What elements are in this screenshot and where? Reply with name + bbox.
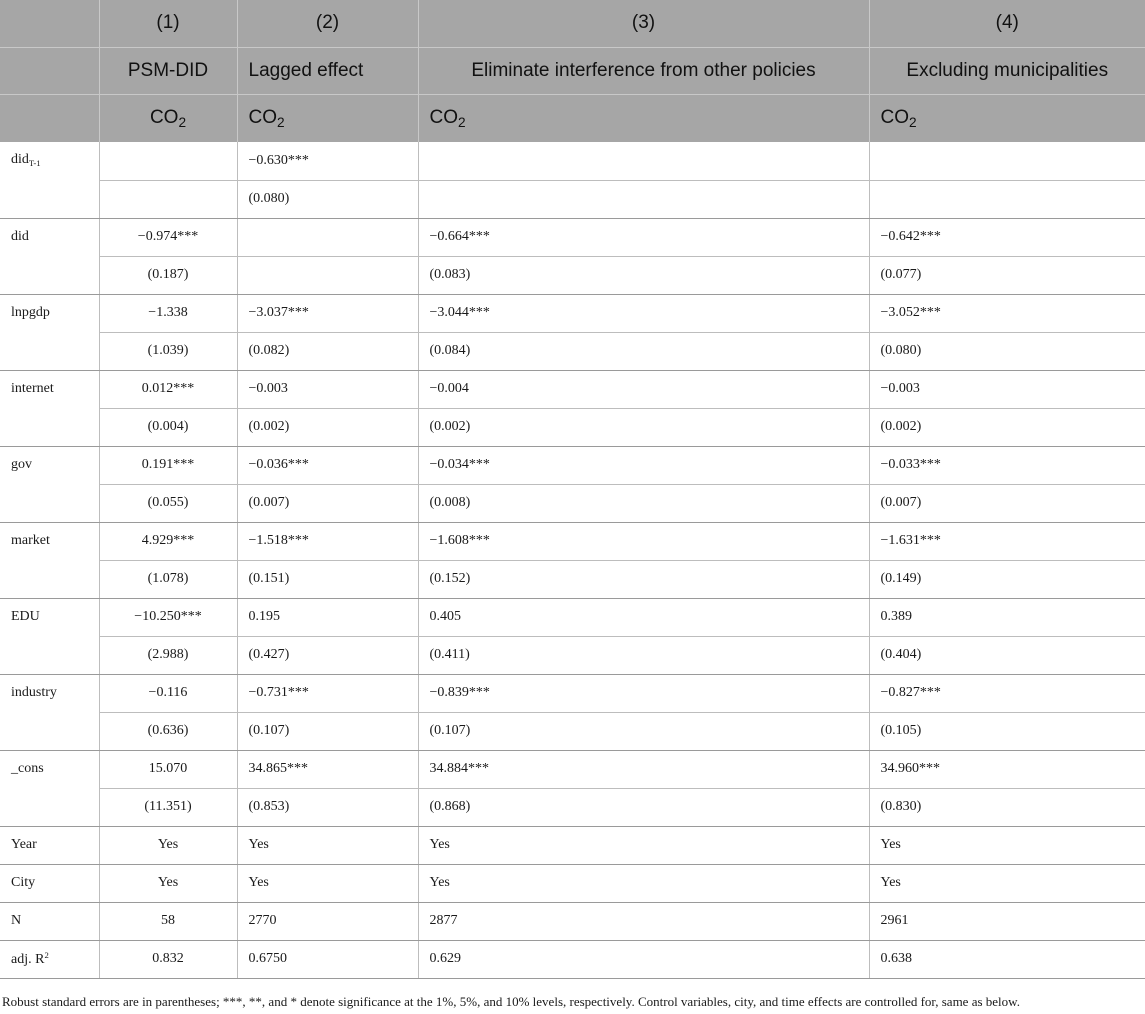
variable-label: _cons (11, 760, 44, 776)
statistic-row (0, 940, 1145, 978)
variable-name (0, 522, 99, 598)
variable-name (0, 446, 99, 522)
statistic-cell: 0.629 (418, 940, 869, 978)
coefficient-row (0, 370, 1145, 408)
coefficient-cell: −1.338 (99, 294, 237, 332)
column-number-3: (3) (418, 0, 869, 47)
variable-name (0, 142, 99, 218)
standard-error-cell: (0.080) (869, 332, 1145, 370)
column-title-3: Eliminate interference from other policies (418, 47, 869, 94)
variable-label: internet (11, 380, 54, 396)
coefficient-cell: −1.518*** (237, 522, 418, 560)
statistic-cell: 2877 (418, 902, 869, 940)
standard-error-cell: (0.002) (869, 408, 1145, 446)
table-footnote: Robust standard errors are in parentheses; ***, **, and * denote significance at the 1%, 5%, and 10% levels, respectively. Control variables, city, and time effects are controlled for, same as below. (2, 994, 1020, 1009)
statistic-cell: 0.832 (99, 940, 237, 978)
statistic-label: Year (11, 837, 37, 852)
statistic-cell: Yes (99, 864, 237, 902)
coefficient-cell: 0.389 (869, 598, 1145, 636)
variable-label: EDU (11, 608, 40, 624)
standard-error-cell: (0.002) (418, 408, 869, 446)
column-title-1: PSM-DID (99, 47, 237, 94)
coefficient-cell: −0.003 (237, 370, 418, 408)
coefficient-cell: 0.195 (237, 598, 418, 636)
standard-error-row (0, 408, 1145, 446)
standard-error-cell: (0.080) (237, 180, 418, 218)
standard-error-row (0, 256, 1145, 294)
statistic-row (0, 902, 1145, 940)
coefficient-cell: −1.608*** (418, 522, 869, 560)
standard-error-cell: (0.151) (237, 560, 418, 598)
coefficient-row (0, 218, 1145, 256)
standard-error-cell (869, 180, 1145, 218)
coefficient-cell: −1.631*** (869, 522, 1145, 560)
statistic-cell: Yes (418, 864, 869, 902)
coefficient-cell: 0.405 (418, 598, 869, 636)
standard-error-cell: (0.187) (99, 256, 237, 294)
standard-error-cell: (0.411) (418, 636, 869, 674)
standard-error-cell: (0.083) (418, 256, 869, 294)
coefficient-cell: −0.664*** (418, 218, 869, 256)
statistic-label: adj. R (11, 951, 45, 967)
coefficient-cell: −3.052*** (869, 294, 1145, 332)
coefficient-row (0, 674, 1145, 712)
standard-error-row (0, 180, 1145, 218)
standard-error-cell (237, 256, 418, 294)
coefficient-cell: −0.827*** (869, 674, 1145, 712)
coefficient-cell: 34.865*** (237, 750, 418, 788)
statistic-name (0, 940, 99, 978)
coefficient-cell (869, 142, 1145, 180)
coefficient-cell: −0.731*** (237, 674, 418, 712)
column-number-2: (2) (237, 0, 418, 47)
coefficient-row (0, 522, 1145, 560)
statistic-cell: Yes (869, 826, 1145, 864)
standard-error-cell (418, 180, 869, 218)
coefficient-cell: −3.037*** (237, 294, 418, 332)
standard-error-cell: (0.149) (869, 560, 1145, 598)
header-stub (0, 94, 99, 142)
standard-error-cell: (0.082) (237, 332, 418, 370)
variable-name (0, 674, 99, 750)
statistic-cell: 58 (99, 902, 237, 940)
statistic-cell: 0.638 (869, 940, 1145, 978)
column-number-4: (4) (869, 0, 1145, 47)
coefficient-cell: −0.033*** (869, 446, 1145, 484)
column-title-4: Excluding municipalities (869, 47, 1145, 94)
header-row-numbers (0, 0, 1145, 47)
statistic-cell: Yes (418, 826, 869, 864)
coefficient-row (0, 446, 1145, 484)
standard-error-row (0, 788, 1145, 826)
coefficient-row (0, 294, 1145, 332)
standard-error-cell: (0.004) (99, 408, 237, 446)
standard-error-cell (99, 180, 237, 218)
dependent-variable-1: $CO_2$ (99, 94, 237, 142)
standard-error-cell: (0.077) (869, 256, 1145, 294)
column-number-1: (1) (99, 0, 237, 47)
header-row-dependent-variable (0, 94, 1145, 142)
coefficient-cell (418, 142, 869, 180)
header-row-titles (0, 47, 1145, 94)
standard-error-cell: (0.868) (418, 788, 869, 826)
variable-subscript: T-1 (28, 158, 41, 169)
coefficient-cell: −0.003 (869, 370, 1145, 408)
standard-error-row (0, 332, 1145, 370)
coefficient-cell: 0.191*** (99, 446, 237, 484)
standard-error-cell: (0.105) (869, 712, 1145, 750)
variable-label: gov (11, 456, 32, 472)
statistic-cell: 2770 (237, 902, 418, 940)
variable-name (0, 370, 99, 446)
standard-error-cell: (2.988) (99, 636, 237, 674)
coefficient-cell: −0.974*** (99, 218, 237, 256)
variable-label: did (11, 152, 29, 167)
variable-label: market (11, 532, 50, 548)
dependent-variable-2: $CO_2$ (237, 94, 418, 142)
coefficient-cell (237, 218, 418, 256)
statistic-label: N (11, 913, 22, 928)
coefficient-cell: 34.884*** (418, 750, 869, 788)
statistic-cell: Yes (237, 864, 418, 902)
standard-error-cell: (0.830) (869, 788, 1145, 826)
standard-error-cell: (1.039) (99, 332, 237, 370)
coefficient-cell: 15.070 (99, 750, 237, 788)
variable-name (0, 598, 99, 674)
coefficient-cell: 0.012*** (99, 370, 237, 408)
statistic-label: City (11, 875, 36, 890)
statistic-name (0, 864, 99, 902)
statistic-cell: Yes (869, 864, 1145, 902)
statistic-cell: 2961 (869, 902, 1145, 940)
table-body (0, 142, 1145, 978)
dependent-variable-3: $CO_2$ (418, 94, 869, 142)
standard-error-cell: (0.853) (237, 788, 418, 826)
standard-error-cell: (0.084) (418, 332, 869, 370)
standard-error-cell: (0.427) (237, 636, 418, 674)
coefficient-cell: −0.004 (418, 370, 869, 408)
coefficient-cell: −3.044*** (418, 294, 869, 332)
standard-error-cell: (0.007) (869, 484, 1145, 522)
header-stub (0, 47, 99, 94)
standard-error-cell: (1.078) (99, 560, 237, 598)
variable-label: did (11, 228, 29, 244)
variable-label: lnpgdp (11, 304, 50, 320)
header-stub (0, 0, 99, 47)
standard-error-row (0, 484, 1145, 522)
standard-error-row (0, 712, 1145, 750)
statistic-cell: 0.6750 (237, 940, 418, 978)
standard-error-cell: (0.107) (418, 712, 869, 750)
statistic-name (0, 826, 99, 864)
coefficient-cell: −0.034*** (418, 446, 869, 484)
coefficient-cell: −0.839*** (418, 674, 869, 712)
dependent-variable-4: $CO_2$ (869, 94, 1145, 142)
coefficient-cell: −0.630*** (237, 142, 418, 180)
coefficient-cell: −0.116 (99, 674, 237, 712)
coefficient-cell: −10.250*** (99, 598, 237, 636)
coefficient-row (0, 142, 1145, 180)
statistic-cell: Yes (99, 826, 237, 864)
standard-error-row (0, 636, 1145, 674)
standard-error-cell: (0.002) (237, 408, 418, 446)
statistic-row (0, 864, 1145, 902)
coefficient-cell: −0.036*** (237, 446, 418, 484)
coefficient-row (0, 598, 1145, 636)
statistic-name (0, 902, 99, 940)
statistic-row (0, 826, 1145, 864)
standard-error-cell: (0.055) (99, 484, 237, 522)
coefficient-cell: 4.929*** (99, 522, 237, 560)
standard-error-cell: (0.636) (99, 712, 237, 750)
standard-error-cell: (0.152) (418, 560, 869, 598)
standard-error-cell: (0.107) (237, 712, 418, 750)
statistic-cell: Yes (237, 826, 418, 864)
variable-name (0, 294, 99, 370)
column-title-2: Lagged effect (237, 47, 418, 94)
coefficient-cell (99, 142, 237, 180)
variable-name (0, 750, 99, 826)
statistic-superscript: 2 (44, 950, 49, 961)
coefficient-cell: 34.960*** (869, 750, 1145, 788)
standard-error-row (0, 560, 1145, 598)
variable-name (0, 218, 99, 294)
table-header (0, 0, 1145, 142)
coefficient-row (0, 750, 1145, 788)
standard-error-cell: (0.007) (237, 484, 418, 522)
standard-error-cell: (11.351) (99, 788, 237, 826)
standard-error-cell: (0.404) (869, 636, 1145, 674)
standard-error-cell: (0.008) (418, 484, 869, 522)
variable-label: industry (11, 684, 57, 700)
coefficient-cell: −0.642*** (869, 218, 1145, 256)
